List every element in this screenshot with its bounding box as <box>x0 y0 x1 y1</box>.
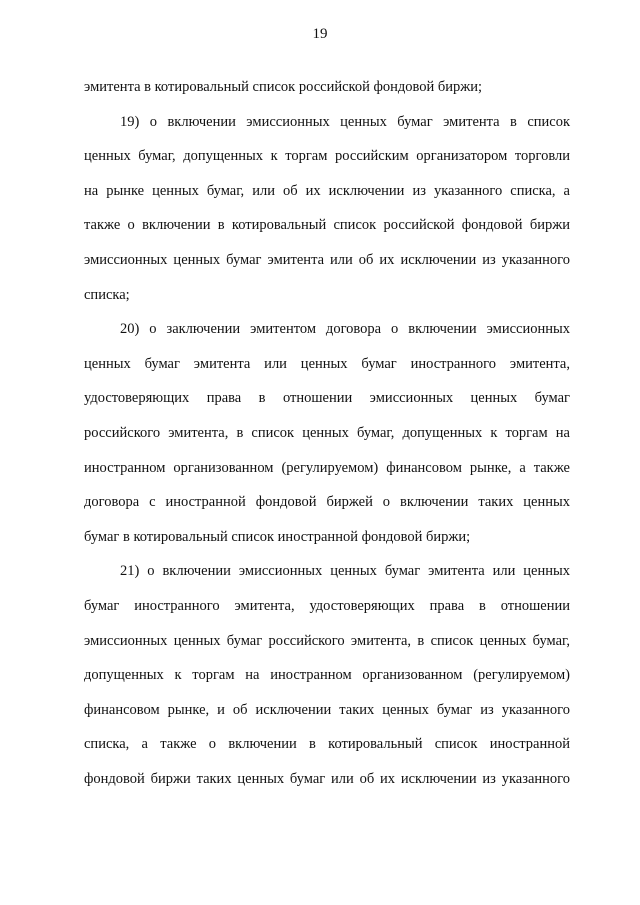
document-body <box>84 70 570 796</box>
text-line: списка, а также о включении в котировальный список иностранной <box>84 736 570 753</box>
text-line: ценных бумаг, допущенных к торгам российским организатором торговли <box>84 148 570 165</box>
paragraph-item-19 <box>84 105 570 313</box>
text-line: списка; <box>84 286 130 303</box>
text-line: фондовой биржи таких ценных бумаг или об их исключении из указанного <box>84 770 570 787</box>
text-line: 19) о включении эмиссионных ценных бумаг эмитента в список <box>120 113 570 130</box>
text-line: российского эмитента, в список ценных бумаг, допущенных к торгам на <box>84 424 570 441</box>
page-number: 19 <box>312 26 328 42</box>
text-line: эмиссионных ценных бумаг российского эмитента, в список ценных бумаг, <box>84 632 570 649</box>
text-line: также о включении в котировальный список российской фондовой биржи <box>84 217 570 234</box>
paragraph-item-21 <box>84 554 570 796</box>
paragraph-item-20 <box>84 312 570 554</box>
text-line: иностранном организованном (регулируемом) финансовом рынке, а также <box>84 459 570 476</box>
text-line: финансовом рынке, и об исключении таких ценных бумаг из указанного <box>84 701 570 718</box>
text-line: удостоверяющих права в отношении эмиссионных ценных бумаг <box>84 390 570 407</box>
text-line: эмитента в котировальный список российской фондовой биржи; <box>84 79 483 95</box>
text-line: 21) о включении эмиссионных ценных бумаг эмитента или ценных <box>120 563 570 580</box>
text-line: на рынке ценных бумаг, или об их исключении из указанного списка, а <box>84 182 570 199</box>
text-line: бумаг в котировальный список иностранной фондовой биржи; <box>84 528 471 545</box>
text-line: эмиссионных ценных бумаг эмитента или об их исключении из указанного <box>84 251 570 268</box>
text-line: 20) о заключении эмитентом договора о включении эмиссионных <box>120 321 570 338</box>
paragraph-continuation <box>84 70 570 105</box>
text-line: договора с иностранной фондовой биржей о включении таких ценных <box>84 494 570 511</box>
text-line: бумаг иностранного эмитента, удостоверяющих права в отношении <box>84 597 570 614</box>
text-line: допущенных к торгам на иностранном организованном (регулируемом) <box>84 667 570 684</box>
text-line: ценных бумаг эмитента или ценных бумаг иностранного эмитента, <box>84 355 570 372</box>
